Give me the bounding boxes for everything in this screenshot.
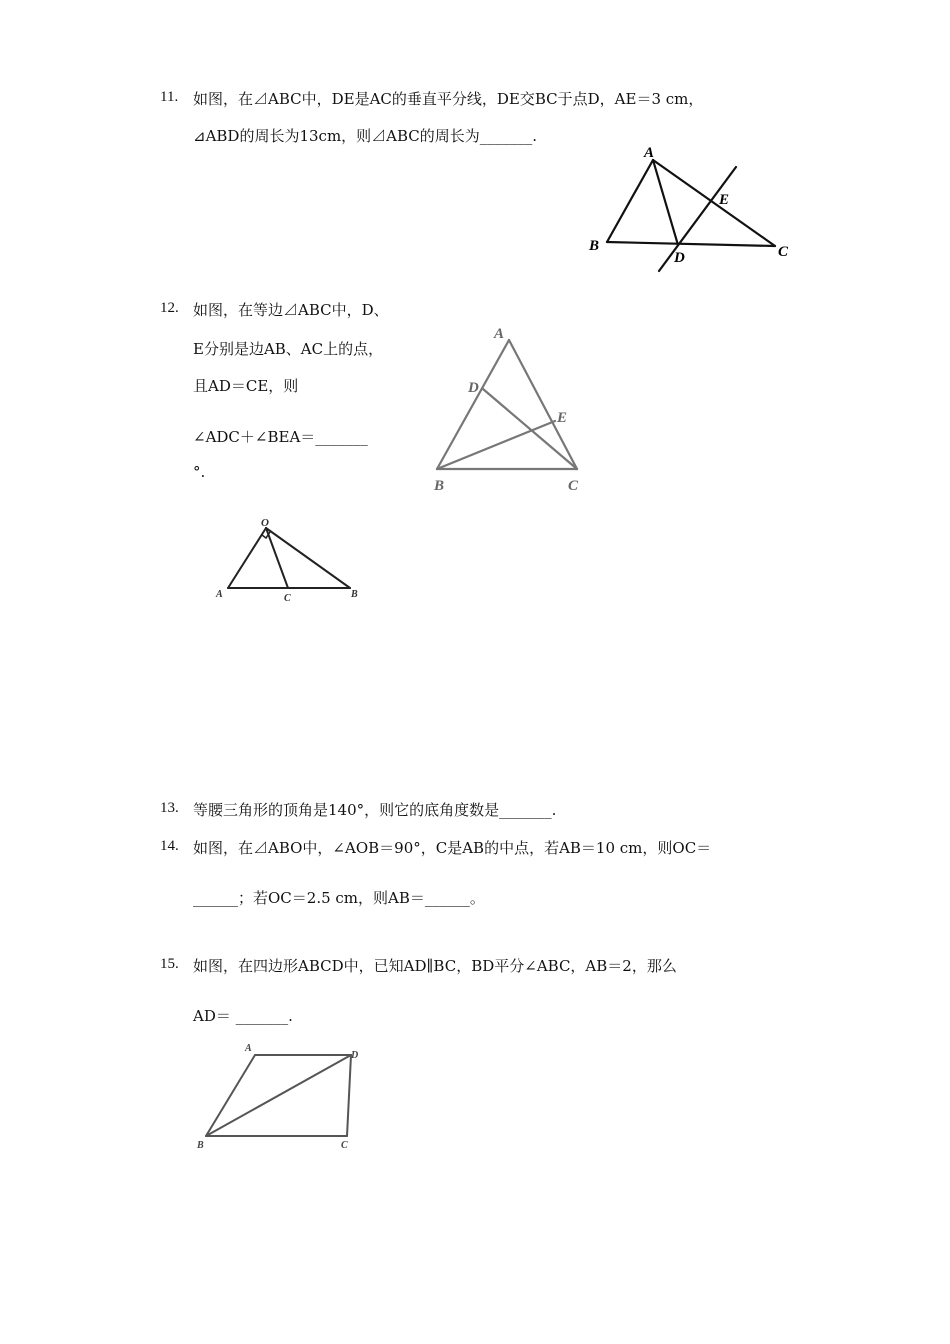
q14-figure — [208, 512, 378, 607]
q12-line4: ∠ADC＋∠BEA＝_______ — [193, 428, 368, 446]
q14-line2: ______；若OC＝2.5 cm，则AB＝______。 — [193, 889, 485, 907]
q13-number: 13. — [160, 800, 179, 816]
q14-number: 14. — [160, 838, 179, 854]
q11-label-a: A — [644, 145, 655, 161]
q12-line2: E分别是边AB、AC上的点， — [193, 340, 384, 358]
q11-label-e: E — [719, 192, 730, 208]
q11-side-ab — [607, 160, 653, 242]
q12-label-a: A — [494, 326, 505, 342]
q11-label-c: C — [778, 244, 789, 260]
q12-line5: °. — [193, 463, 206, 481]
q14-label-c: C — [284, 593, 291, 604]
q15-label-d: D — [351, 1050, 359, 1061]
q15-figure — [190, 1040, 370, 1158]
q14-line1: 如图，在⊿ABO中，∠AOB＝90°，C是AB的中点，若AB＝10 cm，则OC＝ — [193, 839, 712, 857]
q12-segment-be — [437, 421, 555, 469]
q15-side-cd — [347, 1055, 351, 1136]
q11-line2: ⊿ABD的周长为13cm，则⊿ABC的周长为_______. — [193, 127, 538, 145]
q15-label-a: A — [245, 1043, 252, 1054]
q15-label-b: B — [197, 1140, 204, 1151]
q13-line1: 等腰三角形的顶角是140°，则它的底角度数是_______. — [193, 801, 557, 819]
q14-side-ob — [266, 528, 350, 588]
q12-label-d: D — [468, 380, 479, 396]
q15-side-ab — [206, 1055, 255, 1136]
q11-segment-ad — [653, 160, 678, 245]
q15-number: 15. — [160, 956, 179, 972]
q11-number: 11. — [160, 89, 179, 105]
q12-label-c: C — [568, 478, 579, 494]
q12-figure — [425, 320, 595, 500]
q12-side-ab — [437, 340, 509, 469]
q15-label-c: C — [341, 1140, 348, 1151]
q14-label-a: A — [216, 589, 223, 600]
q11-label-b: B — [589, 238, 600, 254]
q14-label-o: O — [261, 517, 269, 529]
q15-line1: 如图，在四边形ABCD中，已知AD∥BC，BD平分∠ABC，AB＝2，那么 — [193, 957, 677, 975]
q14-side-oa — [228, 528, 266, 588]
q11-side-ac — [653, 160, 775, 246]
q11-figure — [580, 140, 810, 280]
q14-label-b: B — [351, 589, 358, 600]
q11-line1: 如图，在⊿ABC中，DE是AC的垂直平分线，DE交BC于点D，AE＝3 cm， — [193, 90, 704, 108]
q11-side-bc — [607, 242, 775, 246]
q12-side-ac — [509, 340, 577, 469]
q12-number: 12. — [160, 300, 179, 316]
q15-line2: AD＝ _______. — [193, 1007, 293, 1025]
q11-label-d: D — [674, 250, 685, 266]
q12-line3: 且AD＝CE，则 — [193, 377, 299, 395]
q12-label-b: B — [434, 478, 445, 494]
q12-line1: 如图，在等边⊿ABC中，D、 — [193, 301, 389, 319]
q15-diagonal-bd — [206, 1055, 351, 1136]
q12-label-e: E — [557, 410, 568, 426]
q12-segment-dc — [483, 389, 577, 469]
